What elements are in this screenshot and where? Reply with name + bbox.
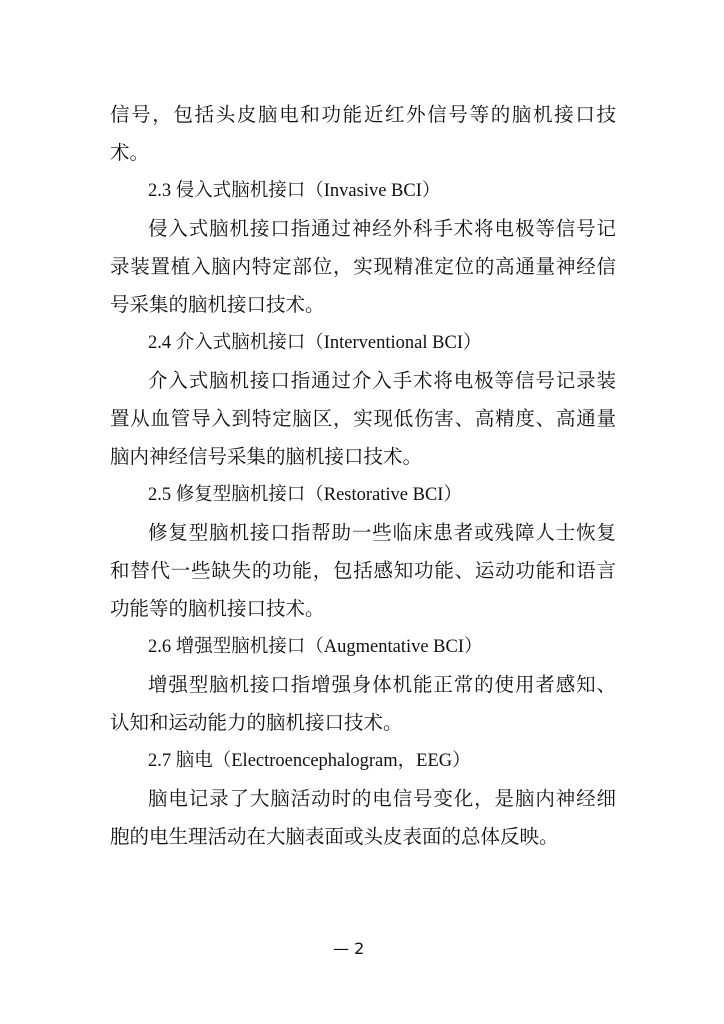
body-text-line: 介入式脑机接口指通过介入手术将电极等信号记录装 <box>148 369 616 392</box>
body-text-line: 术。 <box>110 141 150 164</box>
body-text-line: 录装置植入脑内特定部位，实现精准定位的高通量神经信 <box>110 255 616 278</box>
body-text-line: 增强型脑机接口指增强身体机能正常的使用者感知、 <box>148 673 616 696</box>
body-text-line: 和替代一些缺失的功能，包括感知功能、运动功能和语言 <box>110 559 616 582</box>
body-text-line: 侵入式脑机接口指通过神经外科手术将电极等信号记 <box>148 217 616 240</box>
body-text-line: 置从血管导入到特定脑区，实现低伤害、高精度、高通量 <box>110 407 616 430</box>
body-text-line: 胞的电生理活动在大脑表面或头皮表面的总体反映。 <box>110 825 559 848</box>
page-number: — 2 <box>333 939 365 958</box>
body-text-line: 信号，包括头皮脑电和功能近红外信号等的脑机接口技 <box>110 103 616 126</box>
section-heading-2-5: 2.5 修复型脑机接口（Restorative BCI） <box>148 485 462 505</box>
body-text-line: 修复型脑机接口指帮助一些临床患者或残障人士恢复 <box>148 521 616 544</box>
body-text-line: 认知和运动能力的脑机接口技术。 <box>110 711 403 734</box>
section-heading-2-6: 2.6 增强型脑机接口（Augmentative BCI） <box>148 637 483 657</box>
body-text-line: 功能等的脑机接口技术。 <box>110 597 325 620</box>
section-heading-2-7: 2.7 脑电（Electroencephalogram，EEG） <box>148 751 471 771</box>
section-heading-2-4: 2.4 介入式脑机接口（Interventional BCI） <box>148 333 482 353</box>
body-text-line: 号采集的脑机接口技术。 <box>110 293 325 316</box>
section-heading-2-3: 2.3 侵入式脑机接口（Invasive BCI） <box>148 181 441 201</box>
body-text-line: 脑电记录了大脑活动时的电信号变化，是脑内神经细 <box>148 787 616 810</box>
body-text-line: 脑内神经信号采集的脑机接口技术。 <box>110 445 423 468</box>
